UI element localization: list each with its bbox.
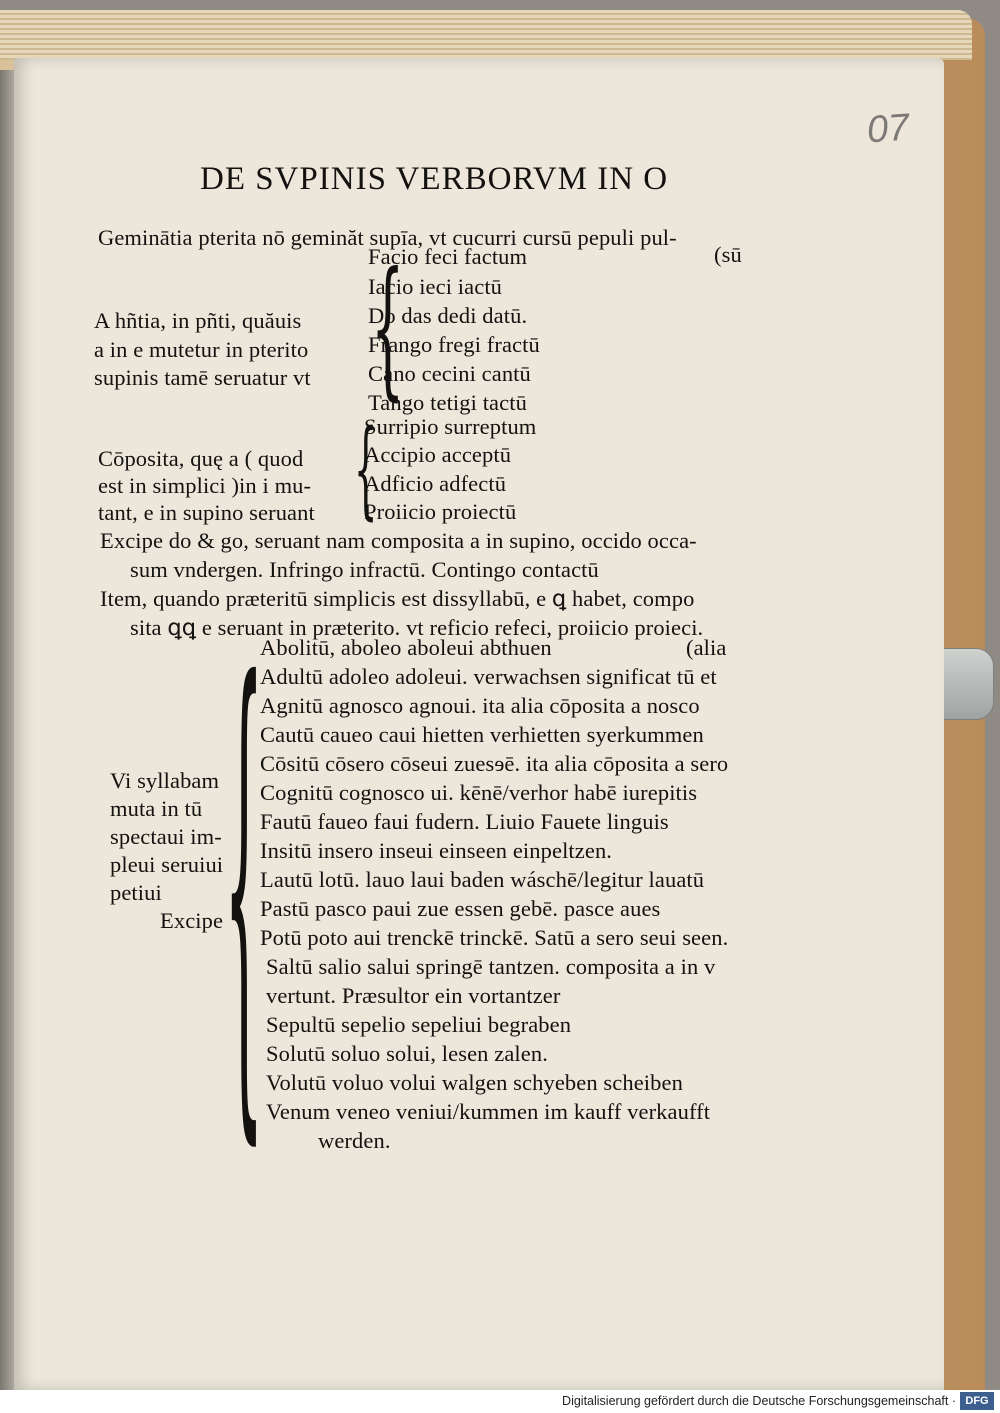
text-line: vertunt. Præsultor ein vortantzer (266, 983, 561, 1008)
text-line: Venum veneo veniui/kummen im kauff verkaufft (266, 1099, 711, 1124)
text-line: Surripio surreptum (364, 414, 537, 439)
text-line: werden. (318, 1128, 391, 1153)
margin-note: petiui (110, 880, 162, 905)
text-line: Facio feci factum (368, 244, 528, 269)
text-line: Cōsitū cōsero cōseui zuesɘē. ita alia cōposita a sero (260, 751, 729, 776)
text-line: Cautū caueo caui hietten verhietten syerkummen (260, 722, 704, 747)
text-line: Do das dedi datū. (368, 303, 528, 328)
text-line: Geminātia pterita nō geminăt supīa, vt cucurri cursū pepuli pul‑ (98, 225, 677, 250)
page-title: DE SVPINIS VERBORVM IN O (200, 161, 669, 197)
margin-note: est in simplici )in i mu‑ (98, 473, 312, 498)
text-line: (sū (714, 242, 742, 267)
margin-note: a in e mutetur in pterito (94, 337, 309, 362)
text-line: Agnitū agnosco agnoui. ita alia cōposita a nosco (260, 693, 700, 718)
text-line: (alia (686, 635, 727, 660)
brace: { (224, 579, 264, 1185)
text-line: sum vndergen. Infringo infractū. Contingo contactū (130, 557, 599, 582)
text-line: Cognitū cognosco ui. kēnē/verhor habē iurepitis (260, 780, 698, 805)
text-line: Pastū pasco paui zue essen gebē. pasce aues (260, 896, 661, 921)
margin-note: muta in tū (110, 796, 203, 821)
text-line: Cano cecini cantū (368, 361, 531, 386)
text-line: Tango tetigi tactū (368, 390, 527, 415)
text-line: Iacio ieci iactū (368, 274, 503, 299)
margin-note: supinis tamē seruatur vt (94, 365, 311, 390)
text-line: Solutū soluo solui, lesen zalen. (266, 1041, 548, 1066)
text-line: sita ꝗꝗ e seruant in præterito. vt reficio refeci, proiicio proieci. (130, 615, 704, 640)
text-line: Adficio adfectū (364, 471, 507, 496)
margin-note: Vi syllabam (110, 768, 220, 793)
brace: { (371, 241, 405, 415)
text-line: Item, quando præteritū simplicis est dissyllabū, e ꝗ habet, compo (100, 586, 695, 611)
text-line: Proiicio proiectū (364, 499, 517, 524)
text-line: Lautū lotū. lauo laui baden wáschē/legitur lauatū (260, 867, 705, 892)
margin-note: Cōposita, quę a ( quod (98, 446, 304, 471)
margin-note: spectaui im‑ (110, 824, 222, 849)
dfg-logo: DFG (960, 1392, 994, 1410)
text-line: Abolitū, aboleo aboleui abthuen (260, 635, 552, 660)
text-line: Excipe do & go, seruant nam composita a in supino, occido occa‑ (100, 528, 697, 553)
margin-note: tant, e in supino seruant (98, 500, 315, 525)
text-line: Frango fregi fractū (368, 332, 540, 357)
folio-number: 07 (865, 106, 911, 152)
book-top-edge (0, 10, 972, 60)
text-line: Accipio acceptū (364, 442, 512, 467)
text-line: Sepultū sepelio sepeliui begraben (266, 1012, 572, 1037)
margin-note: pleui seruiui (110, 852, 224, 877)
margin-note: A hñtia, in pñti, quăuis (94, 308, 302, 333)
page (14, 58, 944, 1390)
text-line: Volutū voluo volui walgen schyeben scheiben (266, 1070, 683, 1095)
text-line: Saltū salio salui springē tantzen. composita a in v (266, 954, 716, 979)
footer-bar (0, 1390, 1000, 1413)
margin-note: Excipe (160, 908, 224, 933)
text-line: Insitū insero inseui einseen einpeltzen. (260, 838, 613, 863)
text-line: Adultū adoleo adoleui. verwachsen significat tū et (260, 664, 717, 689)
footer-credit: Digitalisierung gefördert durch die Deutsche Forschungsgemeinschaft · (562, 1394, 956, 1408)
brace: { (353, 407, 378, 530)
text-line: Potū poto aui trenckē trinckē. Satū a sero seui seen. (260, 925, 729, 950)
text-line: Fautū faueo faui fudern. Liuio Fauete linguis (260, 809, 669, 834)
